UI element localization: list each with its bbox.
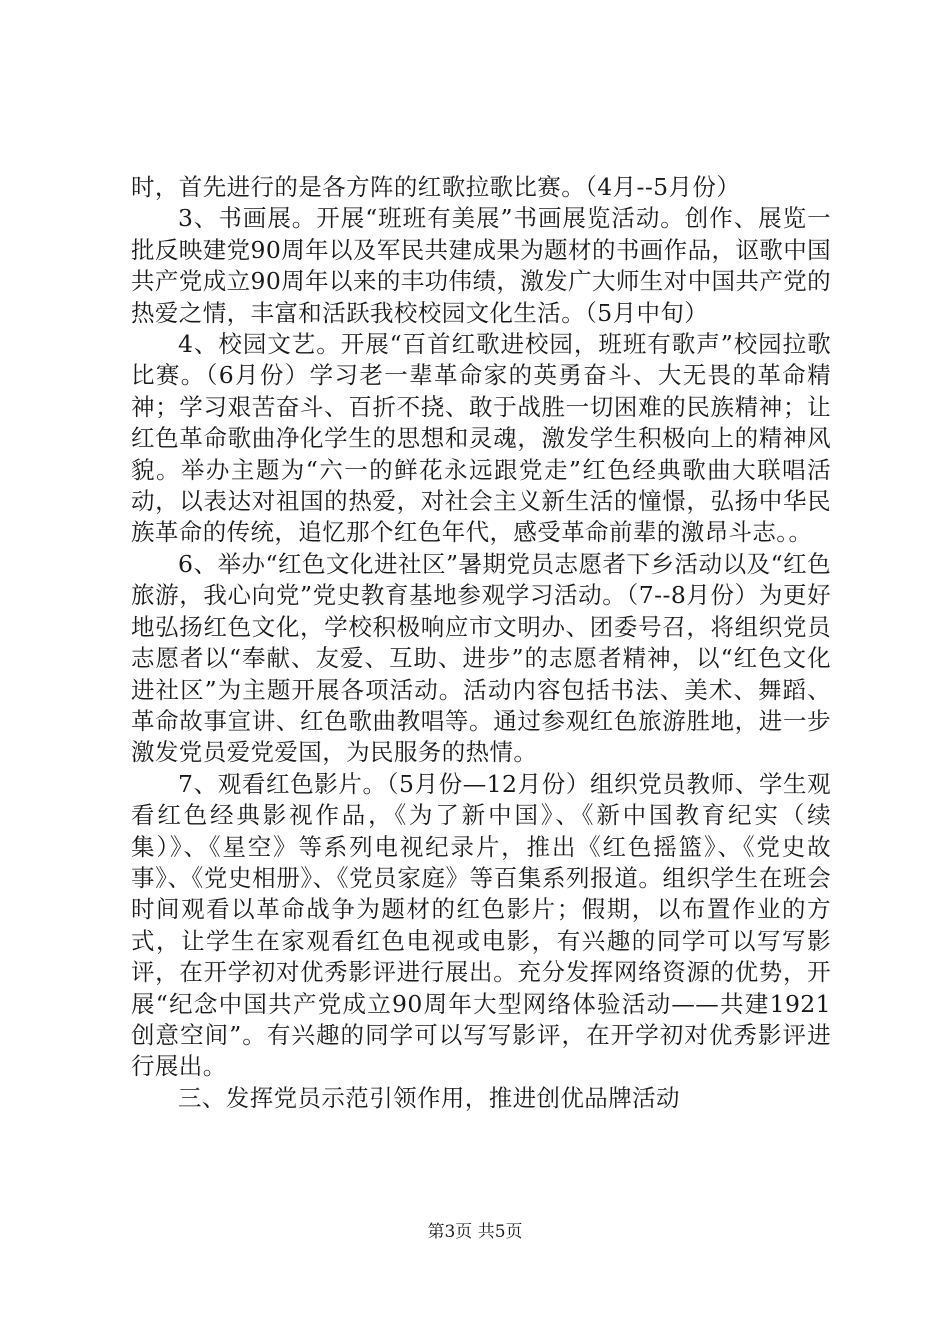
- paragraph-red-films: 7、观看红色影片。（5月份—12月份）组织党员教师、学生观看红色经典影视作品，《为了新中国》、《新中国教育纪实（续集）》、《星空》等系列电视纪录片，推出《红色摇篮》、《党史故事》、《党史相册》、《党员家庭》等百集系列报道。组织学生在班会时间观看以革命战争为题材的红色影片；假期，以布置作业的方式，让学生在家观看红色电视或电影，有兴趣的同学可以写写影评，在开学初对优秀影评进行展出。充分发挥网络资源的优势，开展“纪念中国共产党成立90周年大型网络体验活动——共建1921创意空间”。有兴趣的同学可以写写影评，在开学初对优秀影评进行展出。: [131, 769, 831, 1081]
- section-heading-three: 三、发挥党员示范引领作用，推进创优品牌活动: [178, 1083, 680, 1112]
- paragraph-community-volunteers: 6、举办“红色文化进社区”暑期党员志愿者下乡活动以及“红色旅游，我心向党”党史教育基地参观学习活动。（7--8月份）为更好地弘扬红色文化，学校积极响应市文明办、团委号召，将组织党员志愿者以“奉献、友爱、互助、进步”的志愿者精神，以“红色文化进社区”为主题开展各项活动。活动内容包括书法、美术、舞蹈、革命故事宣讲、红色歌曲教唱等。通过参观红色旅游胜地，进一步激发党员爱党爱国，为民服务的热情。: [131, 549, 831, 767]
- paragraph-calligraphy-exhibition: 3、书画展。开展“班班有美展”书画展览活动。创作、展览一批反映建党90周年以及军民共建成果为题材的书画作品，讴歌中国共产党成立90周年以来的丰功伟绩，激发广大师生对中国共产党的热爱之情，丰富和活跃我校校园文化生活。（5月中旬）: [131, 204, 831, 327]
- paragraph-continuation: 时，首先进行的是各方阵的红歌拉歌比赛。（4月--5月份）: [131, 173, 741, 201]
- paragraph-campus-arts: 4、校园文艺。开展“百首红歌进校园，班班有歌声”校园拉歌比赛。（6月份）学习老一辈革命家的英勇奋斗、大无畏的革命精神；学习艰苦奋斗、百折不挠、敢于战胜一切困难的民族精神；让红色革命歌曲净化学生的思想和灵魂，激发学生积极向上的精神风貌。举办主题为“六一的鲜花永远跟党走”红色经典歌曲大联唱活动，以表达对祖国的热爱，对社会主义新生活的憧憬，弘扬中华民族革命的传统，追忆那个红色年代，感受革命前辈的激昂斗志。。: [131, 330, 831, 547]
- document-body: [131, 172, 831, 1114]
- page-footer: 第3页 共5页: [427, 1222, 523, 1242]
